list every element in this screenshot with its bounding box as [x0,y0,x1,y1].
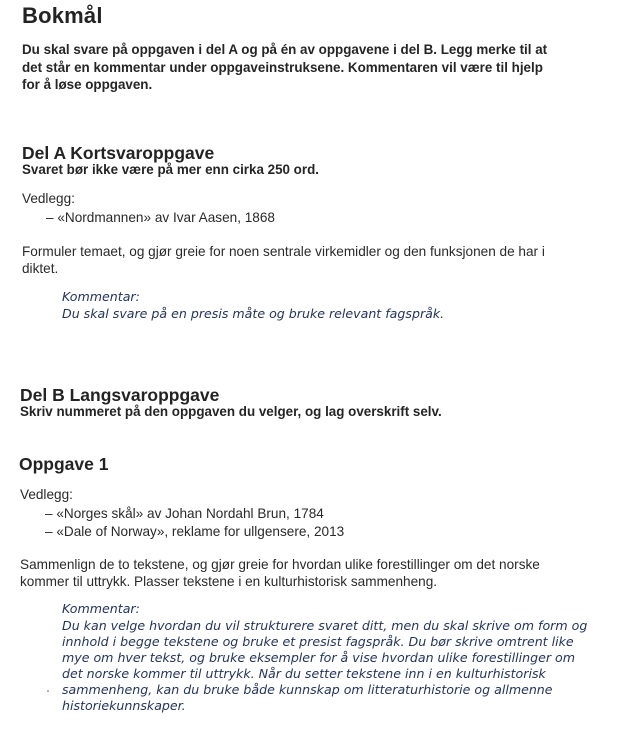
del-a-heading: Del A Kortsvaroppgave [22,143,215,163]
task-1-comment-label: Kommentar: [62,601,140,616]
task-1-comment-line: innhold i begge tekstene og bruke et presist fagspråk. Du bør skrive omtrent like [62,634,574,649]
task-1-comment-line: sammenheng, kan du bruke både kunnskap om litteraturhistorie og allmenne [62,682,553,697]
task-1-attachments-label: Vedlegg: [20,487,73,502]
intro-paragraph: Du skal svare på oppgaven i del A og på én av oppgavene i del B. Legg merke til at det står en kommentar under oppgaveinstruksene. Kommentaren vil være til hjelp for å løse oppgaven. [22,42,548,92]
del-a-attachment-item: – «Nordmannen» av Ivar Aasen, 1868 [46,210,275,225]
task-1-comment-line: historiekunnskaper. [62,698,186,713]
page-title: Bokmål [22,3,103,28]
del-a-subheading: Svaret bør ikke være på mer enn cirka 250 ord. [22,162,319,177]
task-1-comment-line: Du kan velge hvordan du vil strukturere svaret ditt, men du skal skrive om form og [62,618,588,633]
task-1-comment-line: det norske kommer til uttrykk. Når du setter tekstene inn i en kulturhistorisk [62,666,546,681]
del-a-comment-label: Kommentar: [62,289,140,304]
task-1-description: Sammenlign de to tekstene, og gjør greie for hvordan ulike forestillinger om det norske kommer til uttrykk. Plasser tekstene i en kulturhistorisk sammenheng. [20,557,540,589]
task-1-attachment-item: – «Dale of Norway», reklame for ullgensere, 2013 [45,524,345,539]
del-a-comment: Du skal svare på en presis måte og bruke relevant fagspråk. [62,306,445,321]
del-a-task: Formuler temaet, og gjør greie for noen sentrale virkemidler og den funksjonen de har i diktet. [22,244,545,276]
del-b-subheading: Skriv nummeret på den oppgaven du velger, og lag overskrift selv. [20,404,442,419]
del-b-heading: Del B Langsvaroppgave [20,385,220,405]
task-1-attachment-item: – «Norges skål» av Johan Nordahl Brun, 1784 [45,506,324,521]
task-1-heading: Oppgave 1 [19,454,109,474]
del-a-attachments-label: Vedlegg: [22,191,75,206]
task-1-comment-line: mye om hver tekst, og bruke eksempler for å vise hvordan ulike forestillinger om [62,650,576,665]
scan-speck [47,690,49,692]
